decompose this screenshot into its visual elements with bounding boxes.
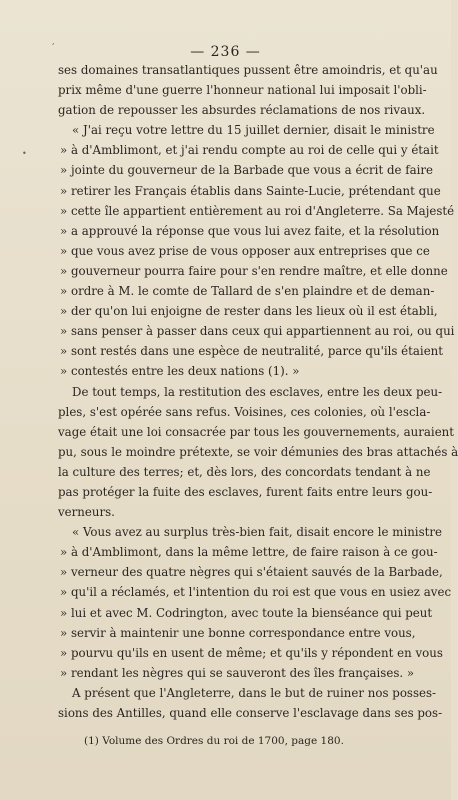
- text-line: » cette île appartient entièrement au roi d'Angleterre. Sa Majesté: [60, 203, 455, 218]
- text-line: » rendant les nègres qui se sauveront des îles françaises. »: [60, 665, 415, 680]
- margin-mark-comma: ,: [52, 37, 55, 46]
- text-line: A présent que l'Angleterre, dans le but de ruiner nos posses-: [72, 685, 437, 700]
- text-line: la culture des terres; et, dès lors, des concordats tendant à ne: [58, 464, 431, 479]
- text-line: » lui et avec M. Codrington, avec toute la bienséance qui peut: [60, 605, 433, 620]
- text-line: » sont restés dans une espèce de neutralité, parce qu'ils étaient: [60, 344, 444, 359]
- text-line: » sans penser à passer dans ceux qui appartiennent au roi, ou qui: [60, 324, 455, 339]
- footnote: (1) Volume des Ordres du roi de 1700, page 180.: [84, 735, 344, 747]
- text-line: » servir à maintenir une bonne correspondance entre vous,: [60, 625, 416, 640]
- text-line: » a approuvé la réponse que vous lui avez faite, et la résolution: [60, 223, 440, 238]
- text-line: » que vous avez prise de vous opposer aux entreprises que ce: [60, 243, 430, 258]
- text-line: » qu'il a réclamés, et l'intention du roi est que vous en usiez avec: [60, 585, 452, 600]
- text-line: gation de repousser les absurdes réclamations de nos rivaux.: [58, 103, 426, 118]
- text-line: ses domaines transatlantiques pussent être amoindris, et qu'au: [58, 63, 438, 77]
- text-line: pu, sous le moindre prétexte, se voir démunies des bras attachés à: [58, 444, 458, 459]
- body-text: [58, 60, 458, 723]
- text-line: » retirer les Français établis dans Sainte-Lucie, prétendant que: [60, 183, 441, 198]
- text-line: « J'ai reçu votre lettre du 15 juillet dernier, disait le ministre: [72, 123, 435, 138]
- text-line: « Vous avez au surplus très-bien fait, disait encore le ministre: [72, 525, 443, 540]
- text-line: » jointe du gouverneur de la Barbade que vous a écrit de faire: [60, 163, 434, 178]
- text-line: sions des Antilles, quand elle conserve l'esclavage dans ses pos-: [58, 706, 443, 720]
- margin-mark-dot: •: [22, 149, 27, 158]
- text-line: verneurs.: [58, 505, 115, 520]
- text-line: » gouverneur pourra faire pour s'en rendre maître, et elle donne: [60, 263, 448, 278]
- text-line: pas protéger la fuite des esclaves, furent faits entre leurs gou-: [58, 484, 433, 499]
- text-line: prix même d'une guerre l'honneur national lui imposait l'obli-: [58, 83, 427, 98]
- text-line: De tout temps, la restitution des esclaves, entre les deux peu-: [72, 384, 443, 399]
- page-number: — 236 —: [190, 44, 261, 60]
- text-line: » der qu'on lui enjoigne de rester dans les lieux où il est établi,: [60, 304, 438, 319]
- text-line: » à d'Amblimont, dans la même lettre, de faire raison à ce gou-: [60, 545, 438, 560]
- text-line: ples, s'est opérée sans refus. Voisines, ces colonies, où l'escla-: [58, 404, 431, 419]
- text-line: » à d'Amblimont, et j'ai rendu compte au roi de celle qui y était: [60, 143, 439, 158]
- text-line: » pourvu qu'ils en usent de même; et qu'ils y répondent en vous: [60, 645, 443, 660]
- text-line: vage était une loi consacrée par tous les gouvernements, auraient: [58, 424, 455, 439]
- text-line: » contestés entre les deux nations (1). »: [60, 364, 300, 379]
- text-line: » verneur des quatre nègres qui s'étaient sauvés de la Barbade,: [60, 565, 443, 580]
- text-line: » ordre à M. le comte de Tallard de s'en plaindre et de deman-: [60, 284, 435, 299]
